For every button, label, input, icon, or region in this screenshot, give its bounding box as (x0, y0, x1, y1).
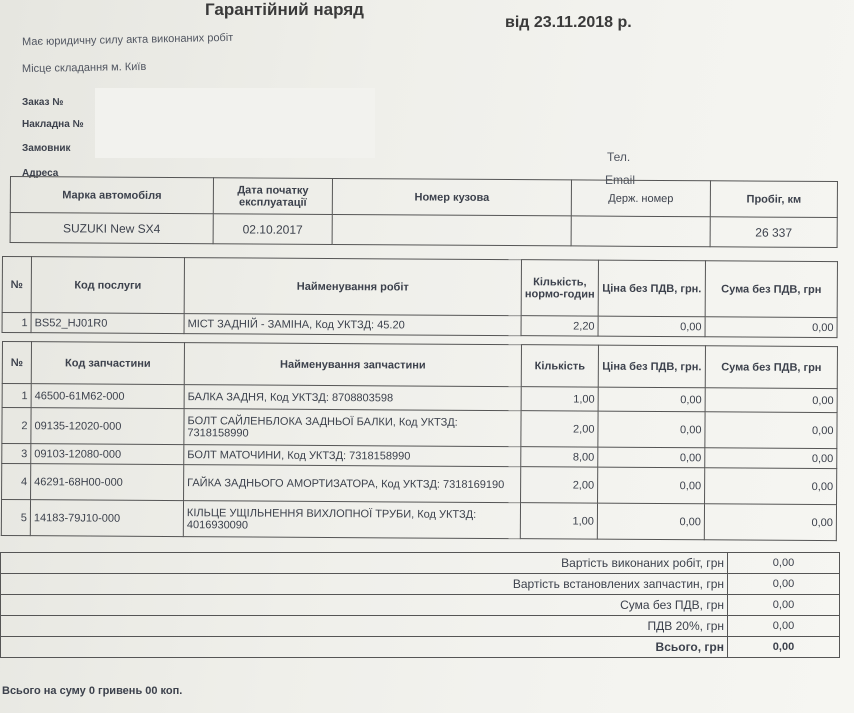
total-label: Вартість виконаних робіт, грн (1, 553, 728, 574)
service-name: МІСТ ЗАДНІЙ - ЗАМІНА, Код УКТЗД: 45.20 (184, 314, 521, 336)
services-header: Ціна без ПДВ, грн. (598, 260, 705, 317)
part-name: БАЛКА ЗАДНЯ, Код УКТЗД: 8708803598 (184, 385, 521, 411)
total-value: 0,00 (728, 595, 840, 616)
part-number: 1 (2, 384, 31, 408)
vehicle-header: Дата початку експлуатації (213, 178, 332, 215)
part-price: 0,00 (598, 467, 705, 504)
part-code: 14183-79J10-000 (30, 500, 183, 537)
total-value: 0,00 (728, 553, 840, 574)
service-number: 1 (2, 313, 31, 333)
vehicle-header: Пробіг, км (710, 181, 837, 218)
part-qty: 2,00 (521, 411, 598, 447)
services-header: Сума без ПДВ, грн (705, 261, 837, 318)
part-qty: 1,00 (521, 387, 598, 411)
part-name: БОЛТ САЙЛЕНБЛОКА ЗАДНЬОЇ БАЛКИ, Код УКТЗД: 7318158990 (184, 409, 521, 447)
part-sum: 0,00 (705, 412, 837, 449)
totals-row (1, 637, 840, 658)
part-number: 4 (2, 464, 31, 500)
part-code: 09135-12020-000 (31, 408, 184, 445)
legal-note: Має юридичну силу акта виконаних робіт (21, 31, 234, 49)
total-value: 0,00 (728, 637, 840, 658)
parts-header: № (2, 342, 31, 384)
vehicle-plate (571, 216, 710, 247)
document-title: Гарантійний наряд (205, 0, 364, 19)
part-qty: 8,00 (521, 447, 598, 467)
total-label: Сума без ПДВ, грн (1, 595, 728, 616)
part-sum: 0,00 (705, 468, 837, 505)
address-label: Адреса (22, 168, 59, 179)
services-header: Найменування робіт (184, 258, 521, 316)
totals-row (1, 574, 840, 595)
totals-row (1, 553, 840, 574)
order-label: Заказ № (22, 97, 64, 108)
part-code: 46291-68H00-000 (31, 464, 184, 501)
part-price: 0,00 (597, 503, 704, 540)
vehicle-mileage: 26 337 (710, 217, 837, 248)
document-date: від 23.11.2018 р. (505, 14, 632, 31)
table-row (2, 408, 837, 449)
table-row (2, 464, 837, 505)
service-price: 0,00 (598, 316, 705, 337)
vehicle-brand: SUZUKI New SX4 (10, 213, 213, 244)
part-qty: 1,00 (520, 503, 597, 539)
part-code: 09103-12080-000 (31, 444, 184, 465)
table-row (2, 313, 837, 338)
part-number: 3 (2, 444, 31, 464)
part-price: 0,00 (598, 411, 705, 448)
total-label: Всього, грн (1, 637, 728, 658)
vehicle-header: Держ. номер (571, 180, 710, 217)
services-header: № (2, 257, 31, 313)
part-number: 5 (1, 500, 30, 536)
part-name: ГАЙКА ЗАДНЬОГО АМОРТИЗАТОРА, Код УКТЗД: 7318169190 (184, 465, 521, 503)
vehicle-header: Марка автомобіля (10, 177, 213, 214)
total-label: Вартість встановлених запчастин, грн (1, 574, 728, 595)
total-value: 0,00 (728, 574, 840, 595)
part-price: 0,00 (598, 387, 705, 412)
phone-label: Тел. (607, 150, 631, 164)
invoice-label: Накладна № (22, 119, 84, 130)
parts-header: Код запчастини (31, 342, 184, 385)
services-table (2, 256, 838, 338)
part-sum: 0,00 (704, 504, 836, 541)
services-header: Код послуги (31, 257, 184, 314)
service-qty: 2,20 (521, 316, 598, 336)
vehicle-header: Номер кузова (332, 178, 571, 215)
totals-table (0, 552, 840, 658)
service-sum: 0,00 (705, 317, 837, 338)
part-sum: 0,00 (705, 448, 837, 469)
totals-row (1, 595, 840, 616)
part-number: 2 (2, 408, 31, 444)
email-label: Email (605, 173, 636, 187)
vehicle-start-date: 02.10.2017 (213, 214, 332, 245)
part-name: БОЛТ МАТОЧИНИ, Код УКТЗД: 7318158990 (184, 445, 521, 467)
total-label: ПДВ 20%, грн (1, 616, 728, 637)
totals-row (1, 616, 840, 637)
vehicle-table (10, 176, 838, 248)
parts-table (1, 341, 838, 541)
customer-label: Замовник (22, 143, 71, 154)
parts-header: Найменування запчастини (184, 343, 521, 387)
part-qty: 2,00 (521, 467, 598, 503)
table-row (1, 500, 836, 541)
part-price: 0,00 (598, 447, 705, 468)
part-code: 46500-61M62-000 (31, 384, 184, 409)
parts-header: Кількість (521, 345, 598, 387)
parts-header: Ціна без ПДВ, грн. (598, 345, 705, 388)
part-name: КІЛЬЦЕ УЩІЛЬНЕННЯ ВИХЛОПНОЇ ТРУБИ, Код УКТЗД: 4016930090 (183, 501, 520, 539)
vehicle-body-number (332, 214, 571, 245)
place-line: Місце складання м. Київ (21, 60, 147, 76)
parts-header: Сума без ПДВ, грн (705, 346, 837, 389)
redacted-area (95, 88, 375, 158)
services-header: Кількість, нормо-годин (521, 260, 598, 316)
part-sum: 0,00 (705, 388, 837, 413)
total-in-words: Всього на суму 0 гривень 00 коп. (2, 685, 183, 697)
total-value: 0,00 (728, 616, 840, 637)
service-code: BS52_HJ01R0 (31, 313, 184, 334)
